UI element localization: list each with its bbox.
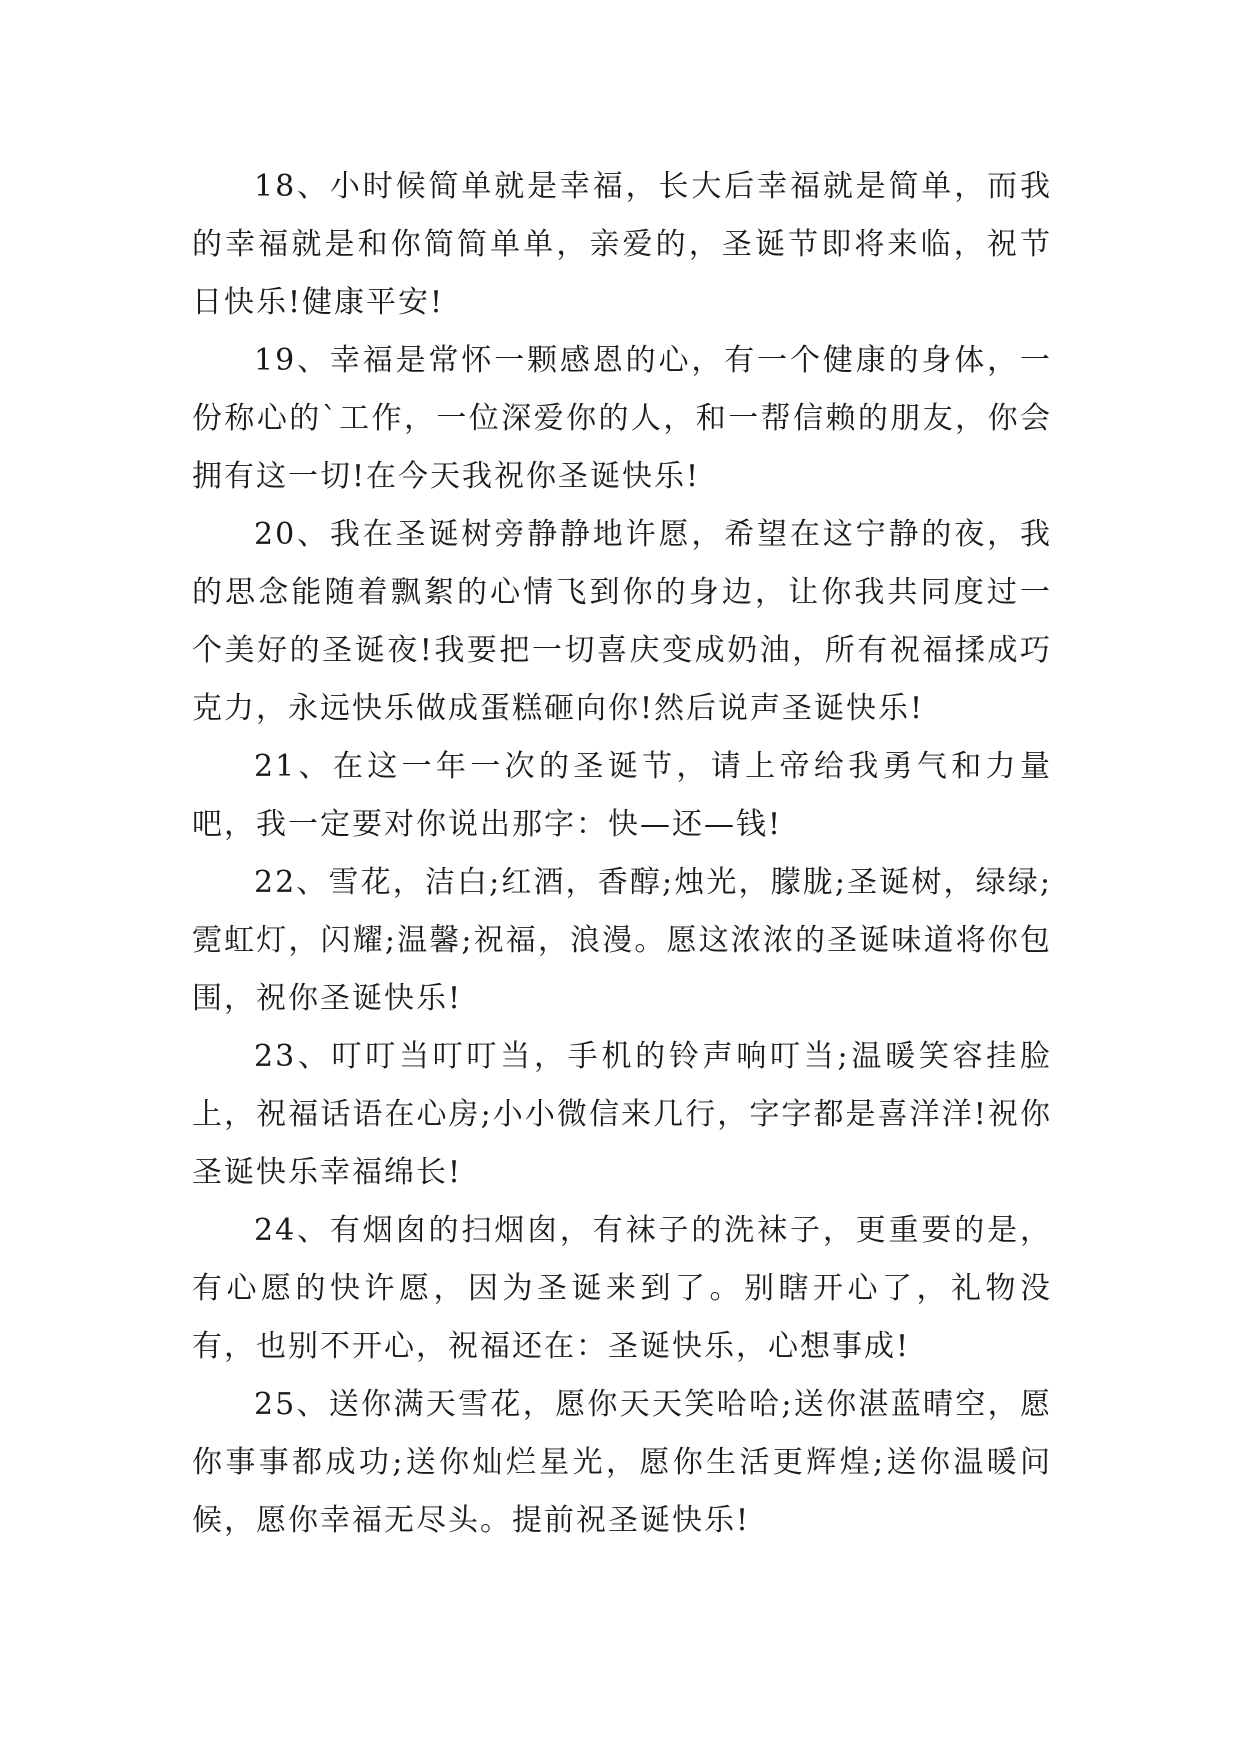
- paragraph-24: 24、有烟囱的扫烟囱，有袜子的洗袜子，更重要的是，有心愿的快许愿，因为圣诞来到了。别瞎开心了，礼物没有，也别不开心，祝福还在：圣诞快乐，心想事成!: [192, 1213, 1052, 1364]
- paragraph-20: 20、我在圣诞树旁静静地许愿，希望在这宁静的夜，我的思念能随着飘絮的心情飞到你的身边，让你我共同度过一个美好的圣诞夜!我要把一切喜庆变成奶油，所有祝福揉成巧克力，永远快乐做成蛋糕砸向你!然后说声圣诞快乐!: [192, 517, 1052, 726]
- paragraph-18: 18、小时候简单就是幸福，长大后幸福就是简单，而我的幸福就是和你简简单单，亲爱的，圣诞节即将来临，祝节日快乐!健康平安!: [192, 169, 1052, 320]
- document-body: [192, 158, 1052, 1550]
- paragraph-19: 19、幸福是常怀一颗感恩的心，有一个健康的身体，一份称心的`工作，一位深爱你的人，和一帮信赖的朋友，你会拥有这一切!在今天我祝你圣诞快乐!: [192, 343, 1052, 494]
- paragraph-21: 21、在这一年一次的圣诞节，请上帝给我勇气和力量吧，我一定要对你说出那字：快—还—钱!: [192, 749, 1052, 842]
- paragraph-22: 22、雪花，洁白;红酒，香醇;烛光，朦胧;圣诞树，绿绿;霓虹灯，闪耀;温馨;祝福，浪漫。愿这浓浓的圣诞味道将你包围，祝你圣诞快乐!: [192, 865, 1052, 1016]
- paragraph-25: 25、送你满天雪花，愿你天天笑哈哈;送你湛蓝晴空，愿你事事都成功;送你灿烂星光，愿你生活更辉煌;送你温暖问候，愿你幸福无尽头。提前祝圣诞快乐!: [192, 1387, 1052, 1538]
- paragraph-23: 23、叮叮当叮叮当，手机的铃声响叮当;温暖笑容挂脸上，祝福话语在心房;小小微信来几行，字字都是喜洋洋!祝你圣诞快乐幸福绵长!: [192, 1039, 1052, 1190]
